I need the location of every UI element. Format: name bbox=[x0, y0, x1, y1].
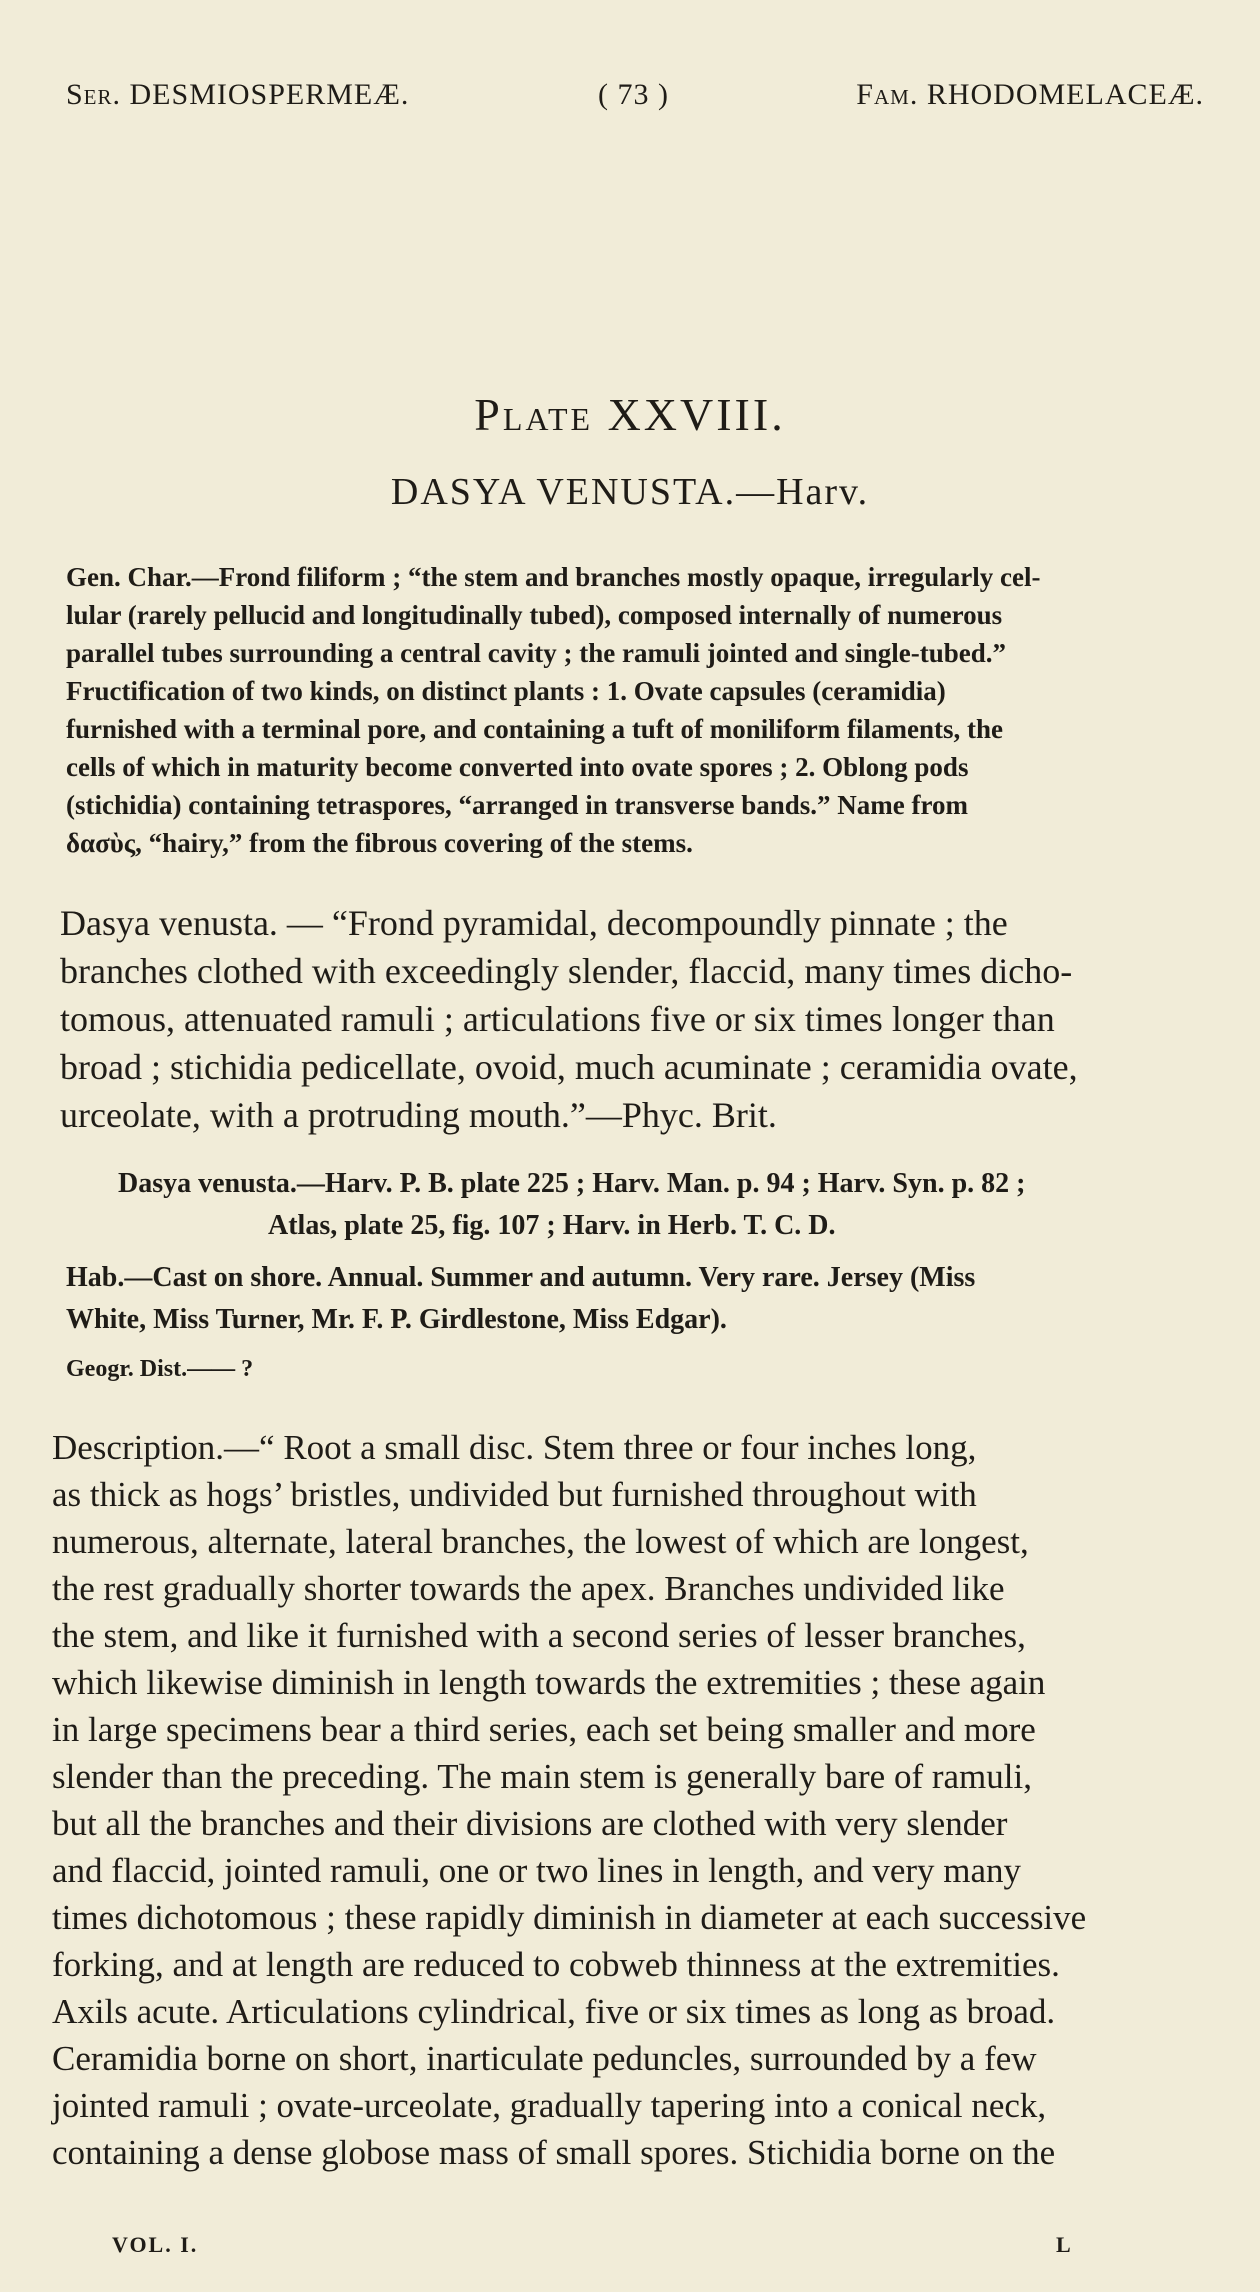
geographic-distribution: Geogr. Dist.—— ? bbox=[66, 1356, 254, 1382]
synonymy-line: Atlas, plate 25, fig. 107 ; Harv. in Herb. T. C. D. bbox=[268, 1210, 836, 1241]
gen-char-line: cells of which in maturity become converted into ovate spores ; 2. Oblong pods bbox=[66, 752, 969, 782]
gen-char-line: furnished with a terminal pore, and containing a tuft of moniliform filaments, the bbox=[66, 714, 1003, 744]
description-line: which likewise diminish in length towards the extremities ; these again bbox=[52, 1663, 1046, 1702]
description-line: Ceramidia borne on short, inarticulate peduncles, surrounded by a few bbox=[52, 2039, 1037, 2078]
synonymy-line: Dasya venusta.—Harv. P. B. plate 225 ; Harv. Man. p. 94 ; Harv. Syn. p. 82 ; bbox=[118, 1168, 1026, 1199]
description-line: and flaccid, jointed ramuli, one or two lines in length, and very many bbox=[52, 1851, 1022, 1890]
description-line: but all the branches and their divisions are clothed with very slender bbox=[52, 1804, 1008, 1843]
description-line: the rest gradually shorter towards the apex. Branches undivided like bbox=[52, 1569, 1005, 1608]
gathering-signature: L bbox=[1056, 2232, 1071, 2257]
gen-char-line: Gen. Char.—Frond filiform ; “the stem and branches mostly opaque, irregularly cel- bbox=[66, 562, 1041, 592]
volume-signature: VOL. I. bbox=[112, 2232, 199, 2257]
description-line: numerous, alternate, lateral branches, the lowest of which are longest, bbox=[52, 1522, 1029, 1561]
description-line: Description.—“ Root a small disc. Stem three or four inches long, bbox=[52, 1428, 977, 1467]
gen-char-line: lular (rarely pellucid and longitudinally tubed), composed internally of numerous bbox=[66, 600, 1003, 630]
description-line: the stem, and like it furnished with a second series of lesser branches, bbox=[52, 1616, 1026, 1655]
gen-char-line: parallel tubes surrounding a central cavity ; the ramuli jointed and single-tubed.” bbox=[66, 638, 1007, 668]
description-line: forking, and at length are reduced to cobweb thinness at the extremities. bbox=[52, 1945, 1060, 1984]
description-line: as thick as hogs’ bristles, undivided but furnished throughout with bbox=[52, 1475, 977, 1514]
diagnosis-line: broad ; stichidia pedicellate, ovoid, much acuminate ; ceramidia ovate, bbox=[60, 1047, 1078, 1087]
diagnosis-line: urceolate, with a protruding mouth.”—Phyc. Brit. bbox=[60, 1095, 777, 1135]
habitat-line: White, Miss Turner, Mr. F. P. Girdlestone, Miss Edgar). bbox=[66, 1304, 727, 1335]
plate-title: Plate XXVIII. bbox=[474, 389, 786, 440]
description-line: jointed ramuli ; ovate-urceolate, gradually tapering into a conical neck, bbox=[52, 2086, 1047, 2125]
species-title: DASYA VENUSTA.—Harv. bbox=[390, 471, 870, 513]
diagnosis-line: tomous, attenuated ramuli ; articulations five or six times longer than bbox=[60, 999, 1055, 1039]
habitat-line: Hab.—Cast on shore. Annual. Summer and autumn. Very rare. Jersey (Miss bbox=[66, 1262, 976, 1293]
description-line: times dichotomous ; these rapidly diminish in diameter at each successive bbox=[52, 1898, 1087, 1937]
diagnosis-line: Dasya venusta. — “Frond pyramidal, decompoundly pinnate ; the bbox=[60, 903, 1008, 943]
description-line: containing a dense globose mass of small spores. Stichidia borne on the bbox=[52, 2133, 1056, 2172]
diagnosis-line: branches clothed with exceedingly slender, flaccid, many times dicho- bbox=[60, 951, 1073, 991]
gen-char-line: (stichidia) containing tetraspores, “arranged in transverse bands.” Name from bbox=[66, 790, 968, 820]
description-line: in large specimens bear a third series, each set being smaller and more bbox=[52, 1710, 1036, 1749]
running-head-family: Fam. RHODOMELACEÆ. bbox=[856, 78, 1204, 111]
running-head-series: Ser. DESMIOSPERMEÆ. bbox=[66, 78, 410, 111]
page-number: ( 73 ) bbox=[598, 78, 669, 111]
description-line: slender than the preceding. The main stem is generally bare of ramuli, bbox=[52, 1757, 1032, 1796]
gen-char-line: Fructification of two kinds, on distinct plants : 1. Ovate capsules (ceramidia) bbox=[66, 676, 946, 706]
gen-char-line: δασὺς, “hairy,” from the fibrous covering of the stems. bbox=[66, 828, 693, 858]
description-line: Axils acute. Articulations cylindrical, five or six times as long as broad. bbox=[52, 1992, 1056, 2031]
